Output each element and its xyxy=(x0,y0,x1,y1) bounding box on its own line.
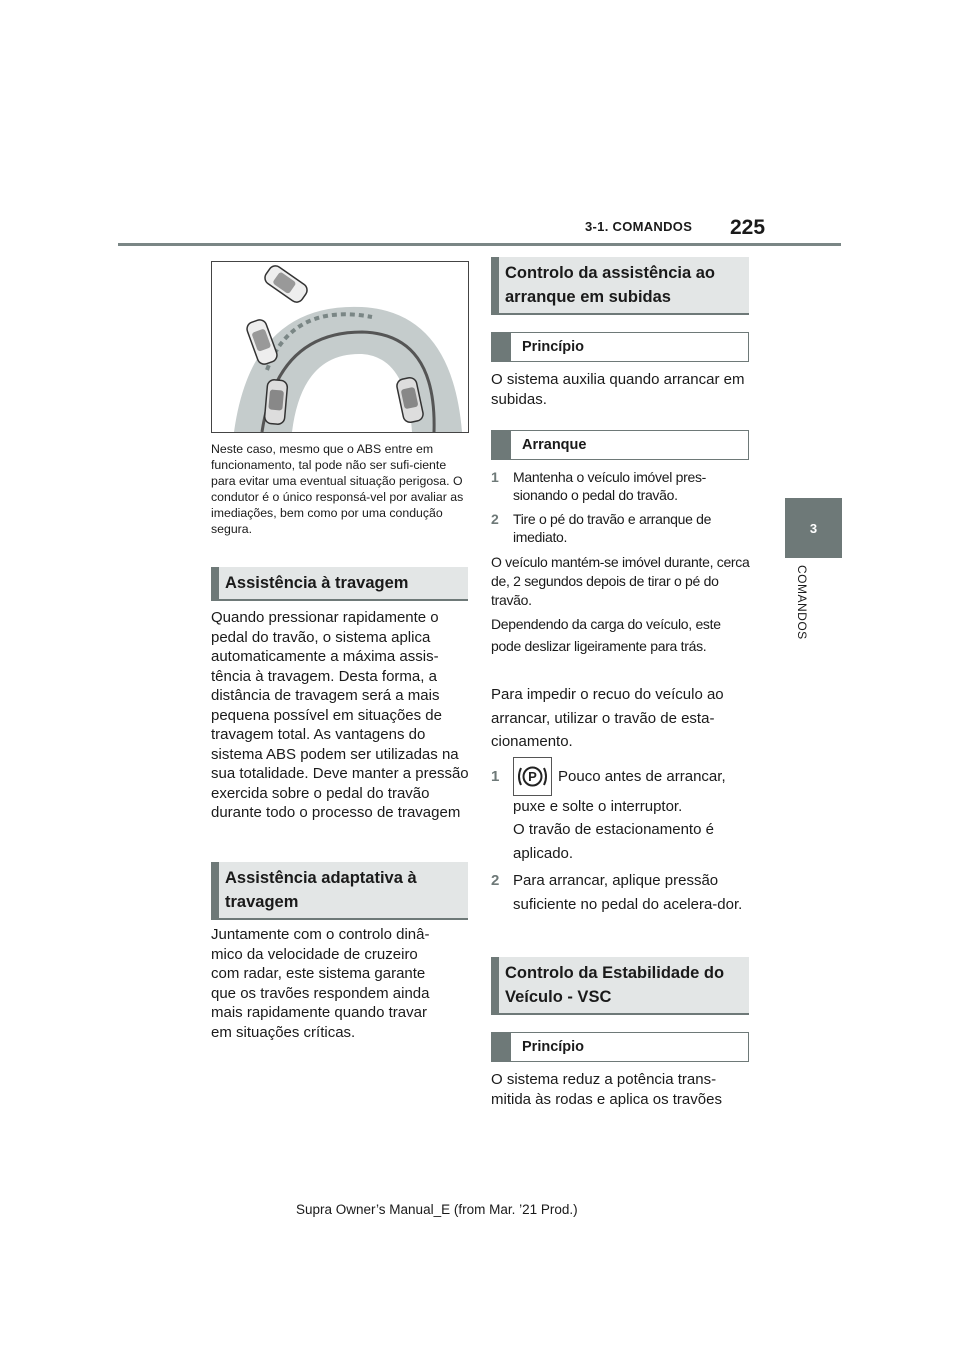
chapter-name: COMANDOS xyxy=(795,565,809,640)
curve-road-figure xyxy=(211,261,469,433)
list-item xyxy=(491,510,753,546)
adaptive-brake-assist-heading xyxy=(211,862,468,920)
vsc-principle-subheading xyxy=(491,1032,749,1062)
adaptive-brake-assist-heading-text: Assistência adaptativa à travagem xyxy=(225,869,417,911)
list-item xyxy=(491,869,753,916)
page-number: 225 xyxy=(730,216,766,239)
step-number: 1 xyxy=(491,469,499,485)
hill-start-hold-text: O veículo mantém-se imóvel durante, cerca de, 2 segundos depois de tirar o pé do travão. xyxy=(491,554,750,608)
hill-start-prevent-text: Para impedir o recuo do veículo ao arrancar, utilizar o travão de esta-cionamento. xyxy=(491,686,724,750)
step-text-c: O travão de estacionamento é aplicado. xyxy=(513,821,714,862)
figure-caption: Neste caso, mesmo que o ABS entre em funcionamento, tal pode não ser sufi-ciente para evitar uma eventual situação perigosa. O condutor é o único responsá-vel por avaliar as imediações, bem como por uma condução segura. xyxy=(211,442,464,536)
step-text: Para arrancar, aplique pressão suficiente no pedal do acelera-dor. xyxy=(513,872,743,913)
step-text: Mantenha o veículo imóvel pres-sionando o pedal do travão. xyxy=(513,469,707,503)
step-text: Tire o pé do travão e arranque de imediato. xyxy=(513,511,712,545)
header-rule xyxy=(118,243,841,246)
car-bottom-left xyxy=(264,379,288,425)
hill-start-heading xyxy=(491,257,749,315)
hill-start-principle-text: O sistema auxilia quando arrancar em subidas. xyxy=(491,371,745,408)
section-label: 3-1. COMANDOS xyxy=(585,219,693,234)
step-text-b: puxe e solte o interruptor. xyxy=(513,797,683,815)
brake-assist-heading-text: Assistência à travagem xyxy=(225,574,409,592)
step-number: 1 xyxy=(491,768,500,785)
hill-start-start-label: Arranque xyxy=(522,437,587,453)
brake-assist-heading xyxy=(211,567,468,601)
chapter-tab: 3 xyxy=(785,498,842,558)
car-top-left xyxy=(262,263,310,305)
footer-text: Supra Owner’s Manual_E (from Mar. ’21 Prod.) xyxy=(296,1202,578,1217)
hill-start-heading-text: Controlo da assistência ao arranque em subidas xyxy=(505,264,715,306)
brake-assist-text: Quando pressionar rapidamente o pedal do travão, o sistema aplica automaticamente a máxima assis-tência à travagem. Desta forma, a distância de travagem será a mais pequena possível em situações de travagem total. As vantagens do sistema ABS podem ser utilizadas na sua totalidade. Deve manter a pressão exercida sobre o pedal do travão durante todo o processo de travagem xyxy=(211,609,469,821)
vsc-principle-text: O sistema reduz a potência trans-mitida às rodas e aplica os travões xyxy=(491,1071,722,1108)
chapter-side-label xyxy=(795,565,813,665)
list-item xyxy=(491,468,753,504)
adaptive-brake-assist-text: Juntamente com o controlo dinâ-mico da velocidade de cruzeiro com radar, este sistema garante que os travões respondem ainda mais rapidamente quando travar em situações críticas. xyxy=(211,926,430,1041)
hill-start-load-text: Dependendo da carga do veículo, este pode deslizar ligeiramente para trás. xyxy=(491,616,721,654)
hill-start-steps xyxy=(491,468,753,558)
step-number: 2 xyxy=(491,511,499,527)
vsc-heading xyxy=(491,957,749,1015)
vsc-principle-label: Princípio xyxy=(522,1039,585,1055)
hill-start-principle-subheading xyxy=(491,332,749,362)
parking-brake-steps xyxy=(491,765,753,945)
curve-road-cars-illustration xyxy=(212,262,468,432)
hill-start-principle-label: Princípio xyxy=(522,339,585,355)
step-text-a: Pouco antes de arrancar, xyxy=(558,768,726,785)
parking-brake-switch-icon xyxy=(513,757,552,796)
vsc-heading-text: Controlo da Estabilidade do Veículo - VSC xyxy=(505,964,725,1006)
step-number: 2 xyxy=(491,872,500,889)
list-item xyxy=(491,765,753,865)
parking-icon-letter: P xyxy=(528,769,537,784)
hill-start-start-subheading xyxy=(491,430,749,460)
